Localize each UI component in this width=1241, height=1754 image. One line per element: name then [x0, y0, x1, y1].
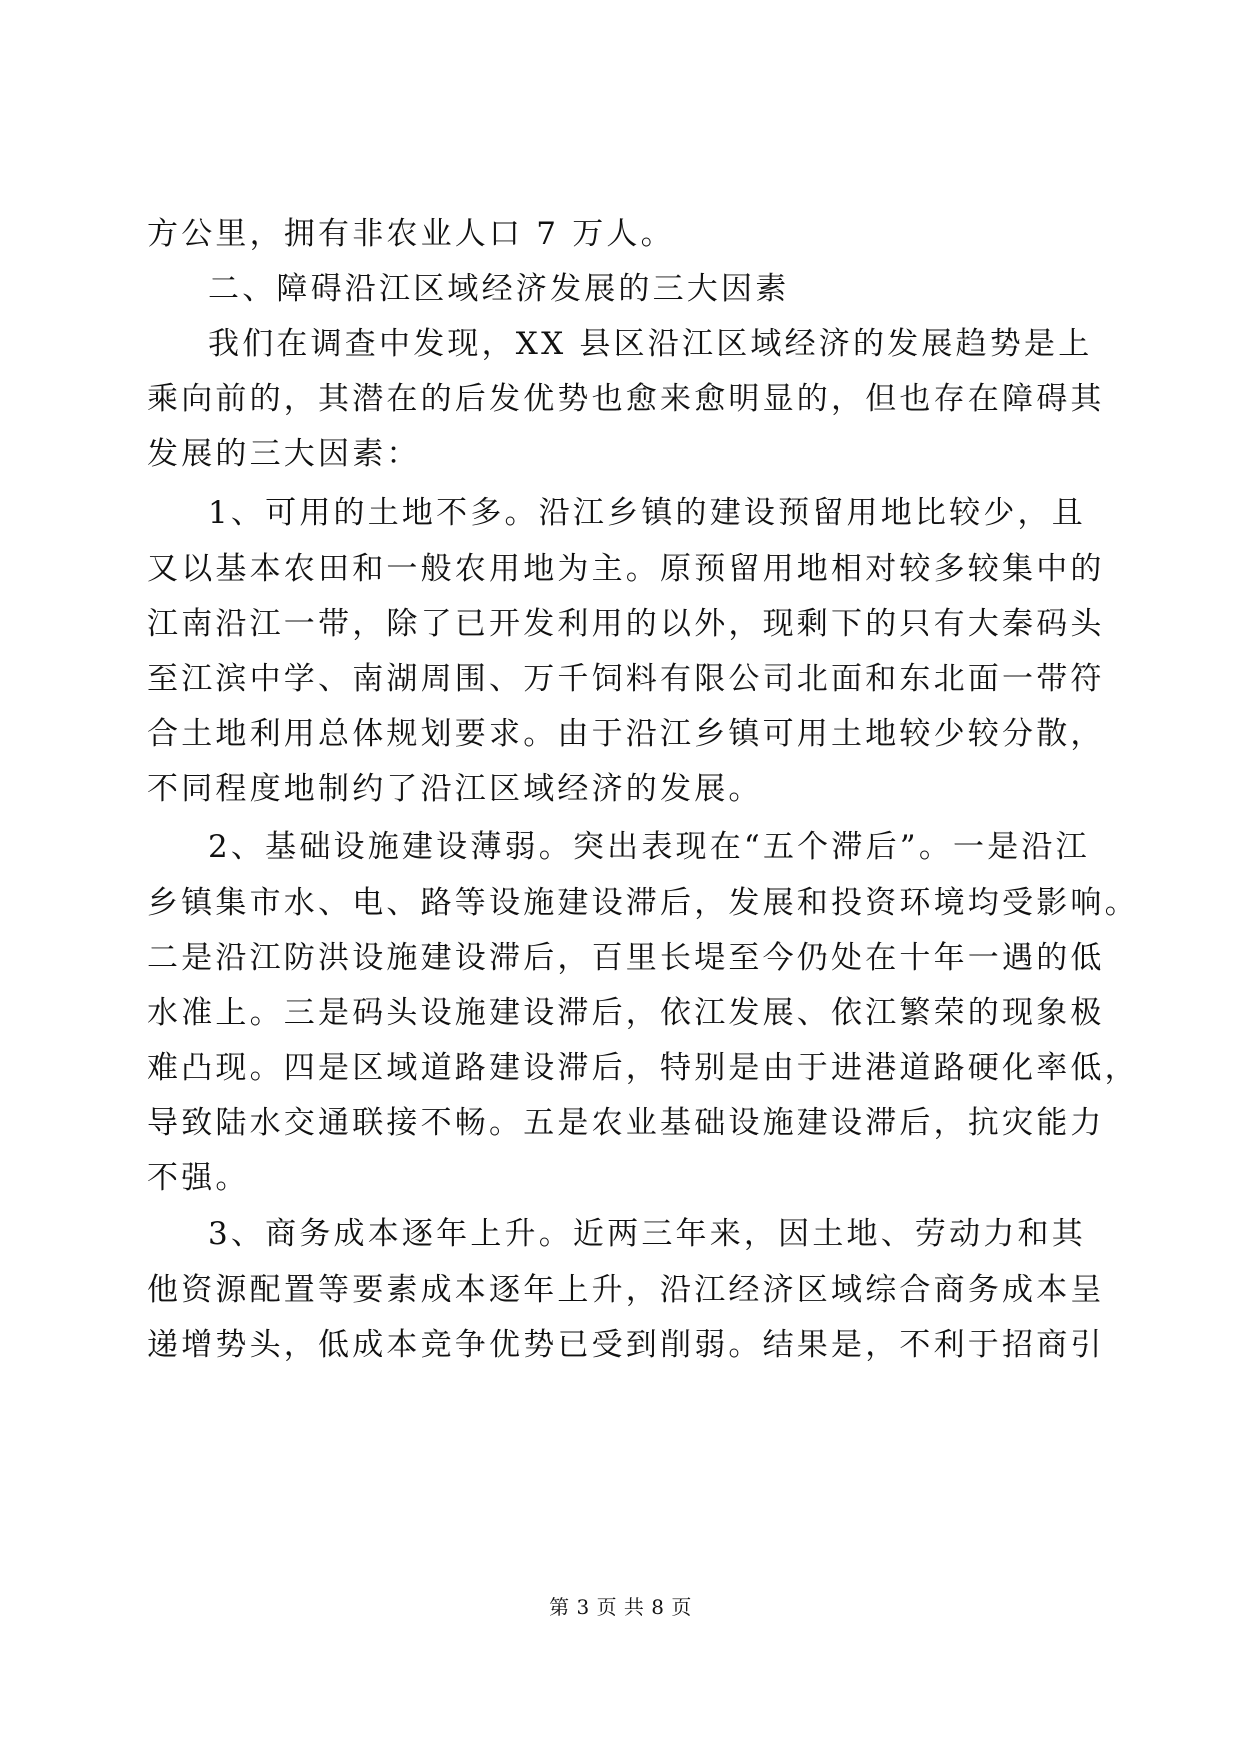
paragraph-first-line: 我们在调查中发现，XX 县区沿江区域经济的发展趋势是上 [208, 326, 1093, 362]
body-text-line: 江南沿江一带，除了已开发利用的以外，现剩下的只有大秦码头 [147, 606, 1105, 642]
body-text-line: 不强。 [147, 1160, 250, 1196]
body-text-line: 导致陆水交通联接不畅。五是农业基础设施建设滞后，抗灾能力 [147, 1105, 1105, 1141]
paragraph-first-line: 1、可用的土地不多。沿江乡镇的建设预留用地比较少，且 [208, 495, 1086, 531]
page-footer: 第 3 页 共 8 页 [549, 1595, 692, 1619]
body-text-line: 二是沿江防洪设施建设滞后，百里长堤至今仍处在十年一遇的低 [147, 940, 1105, 976]
body-text-line: 乡镇集市水、电、路等设施建设滞后，发展和投资环境均受影响。 [147, 885, 1139, 921]
body-text-line: 至江滨中学、南湖周围、万千饲料有限公司北面和东北面一带符 [147, 661, 1105, 697]
body-text-line: 发展的三大因素： [147, 436, 421, 472]
body-text-line: 水准上。三是码头设施建设滞后，依江发展、依江繁荣的现象极 [147, 995, 1105, 1031]
body-text-line: 又以基本农田和一般农用地为主。原预留用地相对较多较集中的 [147, 551, 1105, 587]
body-text-line: 他资源配置等要素成本逐年上升，沿江经济区域综合商务成本呈 [147, 1272, 1105, 1308]
body-text-line: 方公里，拥有非农业人口 7 万人。 [147, 216, 675, 252]
body-text-line: 不同程度地制约了沿江区域经济的发展。 [147, 771, 763, 807]
section-heading: 二、障碍沿江区域经济发展的三大因素 [208, 271, 790, 307]
body-text-line: 递增势头，低成本竞争优势已受到削弱。结果是，不利于招商引 [147, 1327, 1105, 1363]
paragraph-first-line: 2、基础设施建设薄弱。突出表现在“五个滞后”。一是沿江 [208, 829, 1090, 865]
body-text-line: 难凸现。四是区域道路建设滞后，特别是由于进港道路硬化率低， [147, 1050, 1139, 1086]
body-text-line: 乘向前的，其潜在的后发优势也愈来愈明显的，但也存在障碍其 [147, 381, 1105, 417]
paragraph-first-line: 3、商务成本逐年上升。近两三年来，因土地、劳动力和其 [208, 1216, 1086, 1252]
body-text-line: 合土地利用总体规划要求。由于沿江乡镇可用土地较少较分散， [147, 716, 1105, 752]
